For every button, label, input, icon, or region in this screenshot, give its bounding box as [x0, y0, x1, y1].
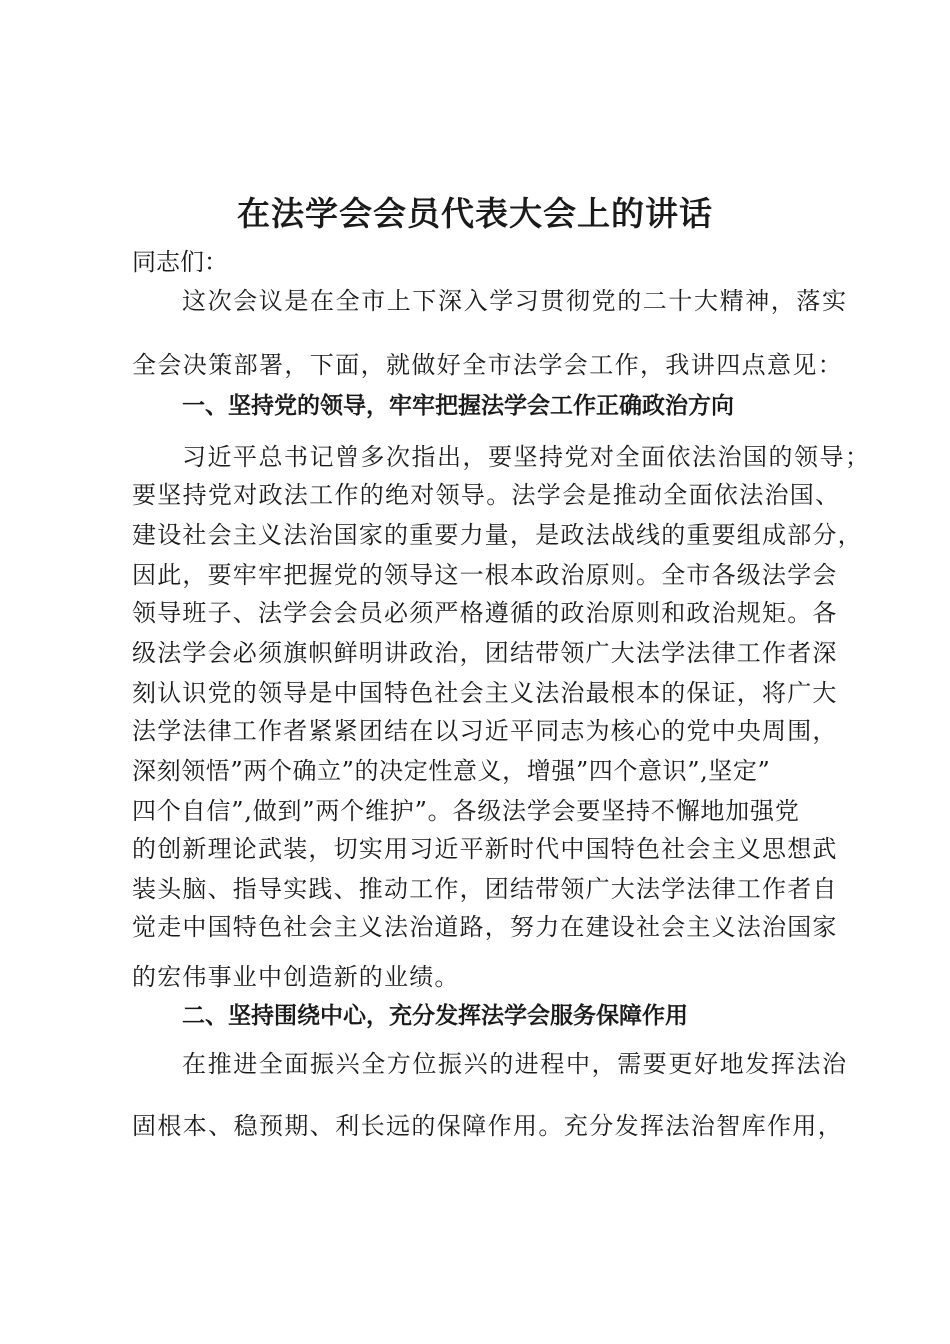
- section-1-line-8: 法学法律工作者紧紧团结在以习近平同志为核心的党中央周围，: [132, 717, 838, 745]
- section-1-line-10: 四个自信”,做到”两个维护”。各级法学会要坚持不懈地加强党: [132, 797, 800, 825]
- section-1-line-6: 级法学会必须旗帜鲜明讲政治，团结带领广大法学法律工作者深: [132, 639, 838, 667]
- section-1-heading: 一、坚持党的领导，牢牢把握法学会工作正确政治方向: [182, 393, 734, 419]
- section-1-line-2: 要坚持党对政法工作的绝对领导。法学会是推动全面依法治国、: [132, 481, 841, 509]
- section-1-line-1: 习近平总书记曾多次指出，要坚持党对全面依法治国的领导；: [182, 443, 871, 471]
- document-title: 在法学会会员代表大会上的讲话: [237, 194, 713, 233]
- section-1-line-4: 因此，要牢牢把握党的领导这一根本政治原则。全市各级法学会: [132, 561, 838, 589]
- section-2-heading: 二、坚持围绕中心，充分发挥法学会服务保障作用: [182, 1003, 688, 1029]
- section-2-line-1: 在推进全面振兴全方位振兴的进程中，需要更好地发挥法治: [182, 1050, 848, 1078]
- section-1-line-14: 的宏伟事业中创造新的业绩。: [132, 963, 460, 991]
- section-1-line-13: 觉走中国特色社会主义法治道路，努力在建设社会主义法治国家: [132, 913, 838, 941]
- section-1-line-7: 刻认识党的领导是中国特色社会主义法治最根本的保证，将广大: [132, 679, 838, 707]
- section-1-line-3: 建设社会主义法治国家的重要力量，是政法战线的重要组成部分，: [132, 521, 863, 549]
- intro-line-2: 全会决策部署，下面，就做好全市法学会工作，我讲四点意见：: [132, 351, 844, 379]
- section-1-line-9: 深刻领悟”两个确立”的决定性意义，增强”四个意识”,坚定”: [132, 757, 771, 785]
- section-1-line-11: 的创新理论武装，切实用习近平新时代中国特色社会主义思想武: [132, 835, 838, 863]
- section-1-line-12: 装头脑、指导实践、推动工作，团结带领广大法学法律工作者自: [132, 875, 838, 903]
- section-2-line-2: 固根本、稳预期、利长远的保障作用。充分发挥法治智库作用，: [132, 1112, 844, 1140]
- intro-line-1: 这次会议是在全市上下深入学习贯彻党的二十大精神，落实: [182, 287, 848, 315]
- section-1-line-5: 领导班子、法学会会员必须严格遵循的政治原则和政治规矩。各: [132, 599, 838, 627]
- salutation: 同志们：: [132, 248, 228, 276]
